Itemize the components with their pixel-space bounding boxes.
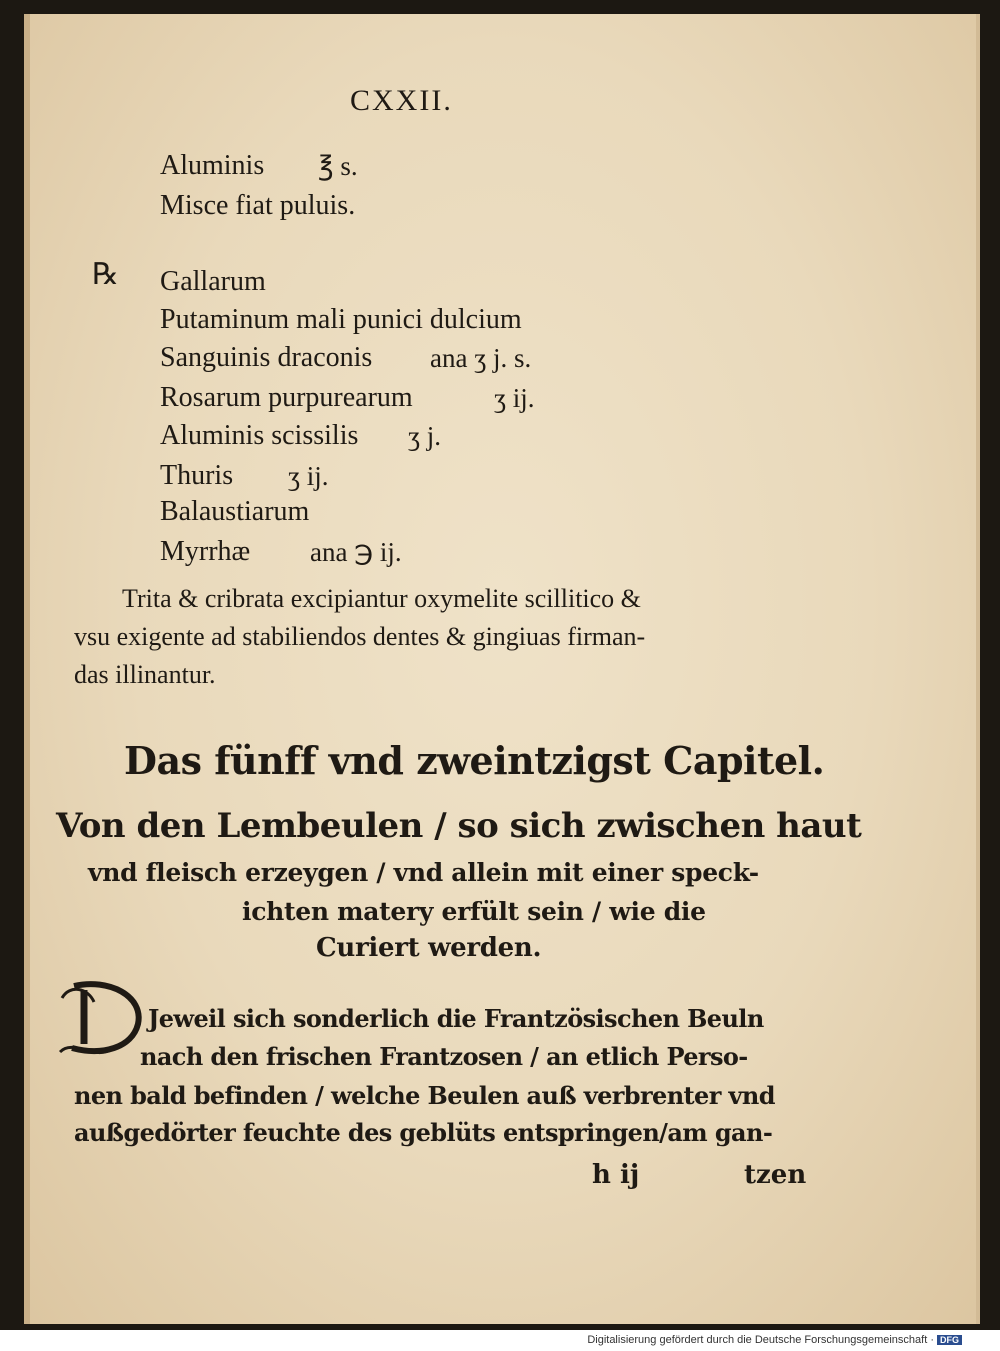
chapter-title-line: Curiert werden. — [316, 933, 542, 963]
latin-line-misce: Misce fiat puluis. — [160, 190, 356, 221]
body-line: Jeweil sich sonderlich die Frantzösischen Beuln — [148, 1004, 764, 1033]
recipe-dose: ʒ ij. — [494, 383, 535, 413]
recipe-ingredient: Putaminum mali punici dulcium — [160, 304, 522, 335]
chapter-title-line: Von den Lembeulen / so sich zwischen haut — [56, 806, 862, 846]
recipe-ingredient: Rosarum purpurearum — [160, 382, 413, 413]
recipe-dose: ana ʒ j. s. — [430, 343, 532, 373]
folio-number: CXXII. — [350, 84, 453, 117]
signature-mark: h ij — [592, 1160, 640, 1190]
recipe-dose: ana ℈ ij. — [310, 537, 402, 567]
body-line: außgedörter feuchte des geblüts entspringen/am gan- — [74, 1118, 773, 1147]
recipe-ingredient: Aluminis scissilis — [160, 420, 359, 451]
catchword: tzen — [744, 1160, 807, 1190]
body-line: nen bald befinden / welche Beulen auß verbrenter vnd — [74, 1081, 775, 1110]
chapter-title-line: ichten matery erfült sein / wie die — [242, 897, 706, 926]
latin-paragraph-line: das illinantur. — [74, 660, 216, 689]
recipe-dose: ʒ j. — [408, 421, 441, 451]
digitization-footer — [587, 1334, 962, 1346]
recipe-symbol-icon: ℞ — [92, 258, 119, 291]
dfg-logo-icon: DFG — [937, 1335, 962, 1345]
recipe-ingredient: Thuris — [160, 460, 234, 491]
recipe-ingredient: Myrrhæ — [160, 536, 251, 567]
latin-line-aluminis: Aluminis — [160, 150, 265, 181]
recipe-dose: ʒ ij. — [288, 461, 329, 491]
latin-paragraph-line: Trita & cribrata excipiantur oxymelite scillitico & — [122, 584, 641, 613]
latin-paragraph-line: vsu exigente ad stabiliendos dentes & gingiuas firman- — [74, 622, 646, 651]
recipe-ingredient: Balaustiarum — [160, 496, 310, 527]
chapter-heading: Das fünff vnd zweintzigst Capitel. — [124, 738, 825, 783]
chapter-title-line: vnd fleisch erzeygen / vnd allein mit einer speck- — [88, 858, 759, 887]
decorated-initial-letter — [54, 978, 146, 1062]
dose-aluminis: ℥ s. — [318, 151, 358, 181]
footer-text: Digitalisierung gefördert durch die Deutsche Forschungsgemeinschaft · — [587, 1334, 934, 1346]
body-line: nach den frischen Frantzosen / an etlich Perso- — [140, 1042, 748, 1071]
recipe-ingredient: Gallarum — [160, 266, 266, 297]
recipe-ingredient: Sanguinis draconis — [160, 342, 373, 373]
initial-letter-text: D — [54, 978, 55, 979]
